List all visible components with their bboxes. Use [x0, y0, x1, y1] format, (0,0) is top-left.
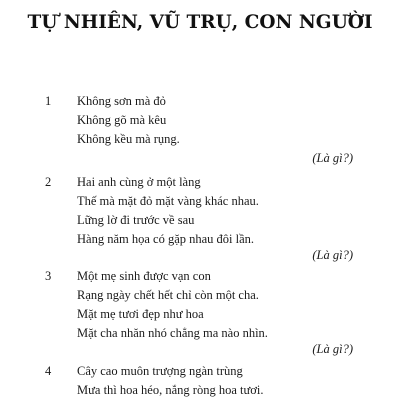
riddle-line: Rạng ngày chết hết chỉ còn một cha. — [77, 288, 259, 302]
riddle-line: Một mẹ sinh được vạn con — [77, 269, 211, 283]
riddle-number: 3 — [45, 269, 52, 283]
riddle-line: Mặt mẹ tươi đẹp như hoa — [77, 307, 204, 321]
riddle-line: Hàng năm họa có gặp nhau đôi lần. — [77, 232, 255, 246]
riddle-lines — [77, 92, 180, 149]
riddle-line: Lững lờ đi trước về sau — [77, 213, 195, 227]
riddle-line: Không sơn mà đỏ — [77, 94, 166, 108]
riddle-number: 1 — [45, 94, 52, 108]
riddle-line: Thế mà mặt đỏ mặt vàng khác nhau. — [77, 194, 259, 208]
page-title: TỰ NHIÊN, VŨ TRỤ, CON NGƯỜI — [27, 12, 373, 33]
riddle-line: Cây cao muôn trượng ngàn trùng — [77, 364, 243, 378]
riddle-answer: (Là gì?) — [312, 342, 353, 356]
riddle-answer: (Là gì?) — [312, 248, 353, 262]
riddle-answer: (Là gì?) — [312, 151, 353, 165]
riddle-number: 2 — [45, 175, 52, 189]
riddle-line: Không gõ mà kêu — [77, 113, 167, 127]
riddle-line: Mặt cha nhăn nhó chẳng ma nào nhìn. — [77, 326, 268, 340]
riddle-number: 4 — [45, 364, 52, 378]
riddle-line: Không kều mà rụng. — [77, 132, 180, 146]
riddle-lines — [77, 362, 263, 400]
riddle-lines — [77, 173, 259, 249]
riddle-line: Mưa thì hoa héo, nắng ròng hoa tươi. — [77, 383, 264, 397]
riddle-line: Hai anh cùng ở một làng — [77, 175, 201, 189]
riddle-lines — [77, 267, 268, 343]
